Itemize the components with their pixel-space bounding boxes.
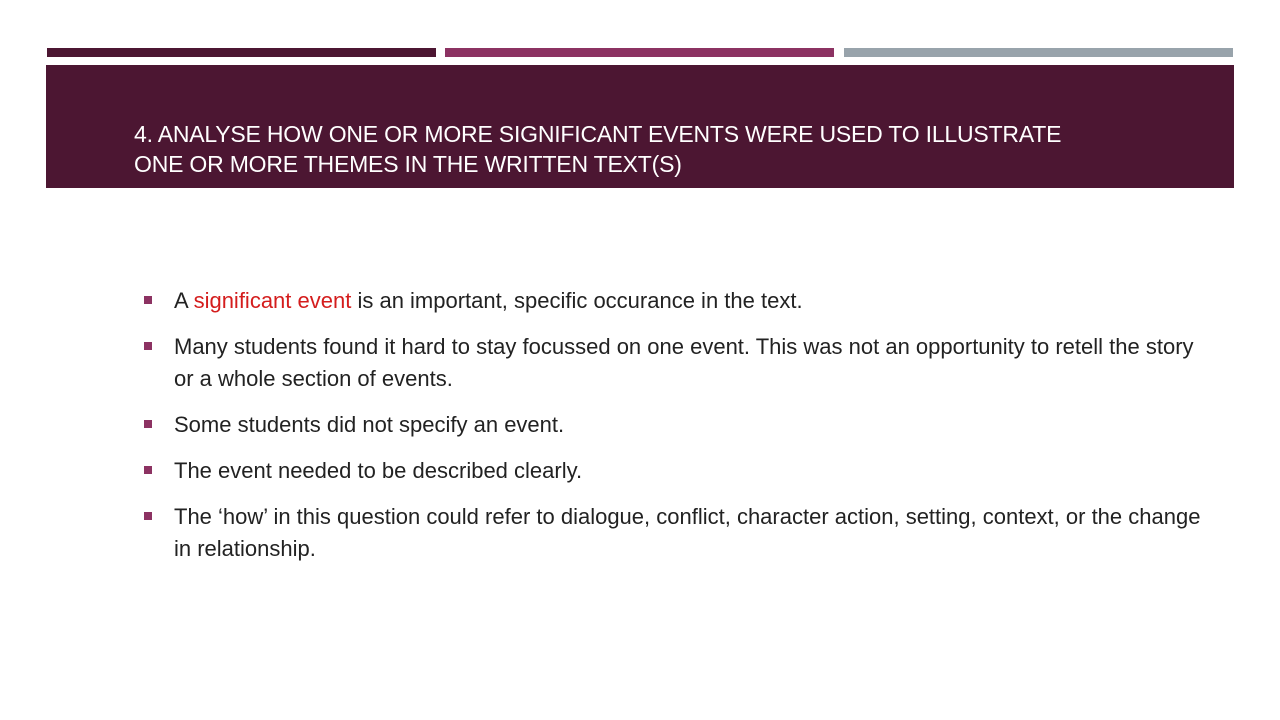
slide-title	[134, 119, 1194, 179]
highlighted-term: significant event	[193, 288, 352, 313]
bullet-item	[140, 285, 1210, 317]
square-bullet-icon	[144, 512, 152, 520]
bullet-item	[140, 501, 1210, 565]
bullet-text: The event needed to be described clearly.	[174, 458, 583, 483]
slide-title-line-1: 4. ANALYSE HOW ONE OR MORE SIGNIFICANT EVENTS WERE USED TO ILLUSTRATE	[134, 121, 1062, 147]
accent-stripe-1	[47, 48, 436, 57]
bullet-item	[140, 331, 1210, 395]
bullet-item	[140, 455, 1210, 487]
bullet-item	[140, 409, 1210, 441]
bullet-text: The ‘how’ in this question could refer to dialogue, conflict, character action, setting, context, or the change in relationship.	[174, 504, 1201, 561]
slide-title-line-2: ONE OR MORE THEMES IN THE WRITTEN TEXT(S)	[134, 151, 682, 177]
bullet-text: Many students found it hard to stay focussed on one event. This was not an opportunity to retell the story or a whole section of events.	[174, 334, 1194, 391]
bullet-list	[140, 285, 1210, 579]
accent-stripe-3	[844, 48, 1233, 57]
accent-stripe-2	[445, 48, 834, 57]
bullet-text: Some students did not specify an event.	[174, 412, 565, 437]
square-bullet-icon	[144, 296, 152, 304]
bullet-text-prefix: A	[174, 288, 194, 313]
square-bullet-icon	[144, 420, 152, 428]
square-bullet-icon	[144, 466, 152, 474]
title-bar	[46, 65, 1234, 188]
square-bullet-icon	[144, 342, 152, 350]
bullet-text-suffix: is an important, specific occurance in the text.	[351, 288, 803, 313]
